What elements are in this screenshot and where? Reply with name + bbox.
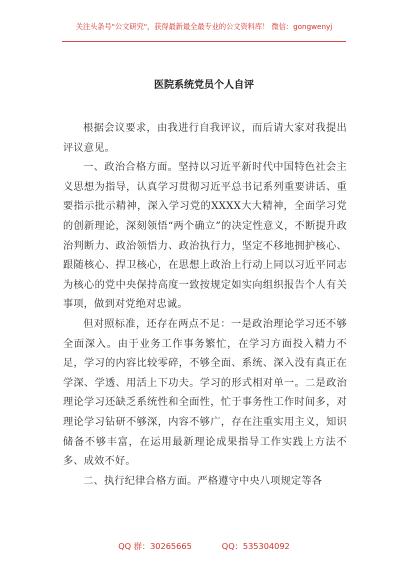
- document-title: 医院系统党员个人自评: [154, 80, 254, 91]
- paragraph-discipline: 二、执行纪律合格方面。严格遵守中央八项规定等各: [83, 475, 323, 487]
- document-body: [63, 119, 347, 491]
- footer-qq: QQ：535304092: [221, 541, 290, 551]
- paragraph-political-qualified: 一、政治合格方面。坚持以习近平新时代中国特色社会主义思想为指导，认真学习贯彻习近平总书记系列重要讲话、重要指示批示精神，深入学习党的XXXX大大精神，全面学习党的创新理论，深刻领悟“两个确立”的决定性意义，不断提升政治判断力、政治领悟力、政治执行力，坚定不移地拥护核心、跟随核心、捍卫核心，在思想上政治上行动上同以习近平同志为核心的党中央保持高度一致按规定如实向组织报告个人有关事项，做到对党绝对忠诚。: [63, 162, 347, 311]
- footer-contact: [0, 541, 408, 552]
- paragraph-shortcomings: 但对照标准，还存在两点不足：一是政治理论学习还不够全面深入。由于业务工作事务繁忙，在学习方面投入精力不足，学习的内容比较零碎，不够全面、系统、深入没有真正在学深、学透、用活上下功夫。学习的形式相对单一。二是政治理论学习还缺乏系统性和全面性，忙于事务性工作时间多，对理论学习钻研不够深，内容不够广，存在注重实用主义，知识储备不够丰富，在运用最新理论成果指导工作实践上方法不多、成效不好。: [63, 318, 347, 468]
- footer-qq-group: QQ 群：30265665: [118, 541, 192, 551]
- header-promo-note: 关注头条号"公文研究"，获得最新最全最专业的公文资料库！ 微信：gongwenyj: [75, 22, 333, 31]
- paragraph-intro: 根据会议要求，由我进行自我评议，而后请大家对我提出评议意见。: [63, 123, 347, 154]
- header-divider: [62, 41, 346, 42]
